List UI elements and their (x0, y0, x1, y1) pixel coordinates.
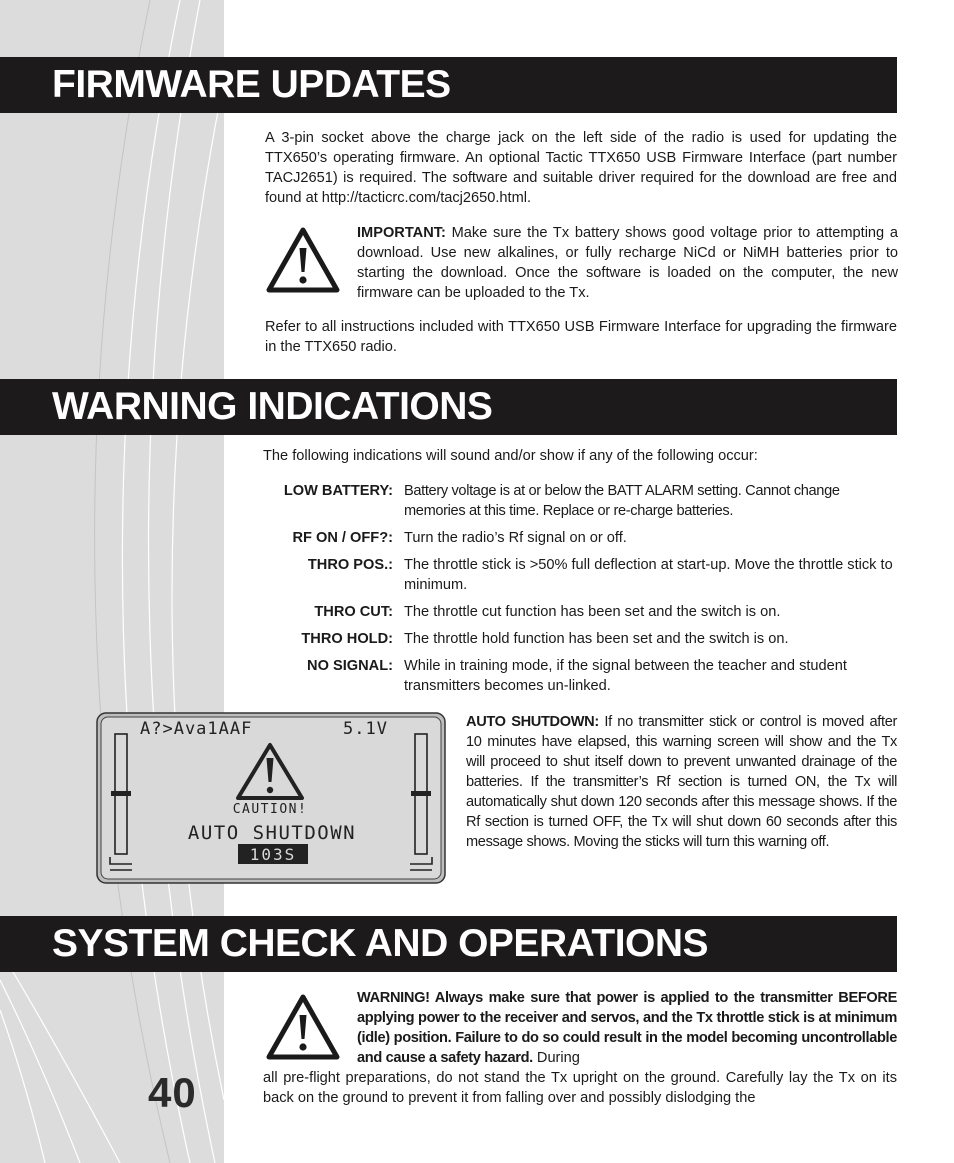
list-item (262, 629, 898, 649)
firmware-banner (0, 57, 897, 113)
system-title: SYSTEM CHECK AND OPERATIONS (52, 922, 709, 965)
warning-label: THRO CUT: (314, 604, 393, 620)
warning-triangle-icon (266, 226, 340, 294)
warning-label: RF ON / OFF?: (292, 530, 393, 546)
important-note (357, 223, 898, 303)
list-item (262, 656, 898, 696)
warning-desc: Turn the radio’s Rf signal on or off. (404, 530, 627, 546)
auto-shutdown-label: AUTO SHUTDOWN: (466, 714, 599, 730)
warning-title: WARNING INDICATIONS (52, 385, 493, 428)
warning-label: LOW BATTERY: (283, 483, 393, 499)
important-text: Make sure the Tx battery shows good voltage prior to attempting a download. Use new alkalines, or fully recharge NiCd or NiMH batteries prior to starting the download. Once the software is loaded on the computer, the new firmware can be uploaded to the Tx. (357, 225, 899, 301)
lcd-caution: CAUTION! (232, 802, 308, 817)
warning-desc: Battery voltage is at or below the BATT ALARM setting. Cannot change memories at this time. Replace or re-charge batteries. (404, 483, 840, 519)
lcd-screen-illustration (96, 712, 446, 884)
warning-intro: The following indications will sound and/or show if any of the following occur: (263, 448, 758, 464)
lcd-model-name: A?>Ava1AAF (140, 719, 253, 739)
list-item (262, 555, 898, 595)
system-warning-rest: all pre-flight preparations, do not stand the Tx upright on the ground. Carefully lay the Tx on its back on the ground to prevent it from falling over and possibly dislodging the (263, 1070, 897, 1106)
system-warning-rest-lead: During (532, 1050, 580, 1066)
warning-desc: While in training mode, if the signal between the teacher and student transmitters becomes un-linked. (404, 658, 847, 694)
firmware-refer: Refer to all instructions included with TTX650 USB Firmware Interface for upgrading the firmware in the TTX650 radio. (265, 319, 897, 355)
list-item (262, 481, 898, 521)
warning-list (262, 481, 898, 703)
firmware-title: FIRMWARE UPDATES (52, 63, 451, 106)
system-banner (0, 916, 897, 972)
warning-label: THRO POS.: (307, 557, 393, 573)
warning-desc: The throttle stick is >50% full deflection at start-up. Move the throttle stick to minimum. (404, 557, 893, 593)
system-warning-bold-text: WARNING! Always make sure that power is applied to the transmitter BEFORE applying power to the receiver and servos, and the Tx throttle stick is at minimum (idle) position. Failure to do so could result in the model becoming uncontrollable and cause a safety hazard. (357, 990, 897, 1066)
warning-label: THRO HOLD: (301, 631, 393, 647)
page-number: 40 (148, 1069, 197, 1116)
list-item (262, 602, 898, 622)
system-warning-bold (357, 988, 897, 1068)
important-label: IMPORTANT: (357, 225, 446, 241)
warning-desc: The throttle cut function has been set and the switch is on. (404, 604, 781, 620)
warning-banner (0, 379, 897, 435)
lcd-voltage: 5.1V (343, 719, 388, 739)
auto-shutdown-note (466, 712, 897, 852)
auto-shutdown-text: If no transmitter stick or control is moved after 10 minutes have elapsed, this warning screen will show and the Tx will proceed to shut itself down to prevent unwanted drainage of the batteries. If the transmitter’s Rf section is turned ON, the Tx will automatically shut down 120 seconds after this message shows. If the Rf section is turned OFF, the Tx will shut down 60 seconds after this message shows. Moving the sticks will turn this warning off. (466, 714, 897, 850)
firmware-intro: A 3-pin socket above the charge jack on the left side of the radio is used for updating the TTX650’s operating firmware. An optional Tactic TTX650 USB Firmware Interface (part number TACJ2651) is required. The software and suitable driver required for the download are free and found at http://tacticrc.com/tacj2650.html. (265, 130, 897, 206)
lcd-message: AUTO SHUTDOWN (187, 822, 357, 844)
sidebar-decoration (0, 0, 224, 1163)
sidebar-arcs (0, 0, 224, 1163)
warning-triangle-icon (266, 993, 340, 1061)
list-item (262, 528, 898, 548)
warning-desc: The throttle hold function has been set and the switch is on. (404, 631, 789, 647)
warning-label: NO SIGNAL: (307, 658, 393, 674)
lcd-timer: 103S (249, 845, 297, 864)
